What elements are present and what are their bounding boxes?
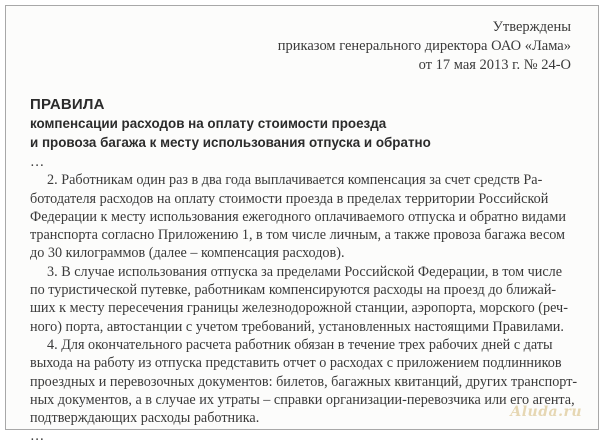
- title-subtitle-line-2: и провоза багажа к месту использования отпуска и обратно: [30, 135, 431, 150]
- ellipsis-bottom: …: [30, 428, 45, 445]
- paragraph-line: ного) порта, автостанции с учетом требований, установленных настоящими Правилами.: [30, 318, 564, 335]
- approval-line-3: от 17 мая 2013 г. № 24-О: [418, 57, 571, 73]
- approval-line-2: приказом генерального директора ОАО «Лама»: [277, 38, 571, 54]
- paragraph-line: Федерации к месту использования ежегодного оплачиваемого отпуска и обратно видами: [30, 208, 566, 225]
- paragraph-line: по туристической путевке, работникам компенсируются расходы на проезд до ближай-: [30, 282, 557, 299]
- approval-block: [278, 18, 571, 75]
- document-title: [30, 95, 431, 152]
- paragraph-2: [30, 171, 586, 262]
- paragraph-line: выхода на работу из отпуска представить отчет о расходах с приложением подлинников: [30, 355, 562, 372]
- paragraph-line: 2. Работникам один раз в два года выплачивается компенсация за счет средств Ра-: [47, 172, 543, 189]
- title-main: ПРАВИЛА: [30, 96, 105, 113]
- paragraph-line: 3. В случае использования отпуска за пределами Российской Федерации, в том числе: [47, 263, 563, 280]
- paragraph-line: ших к месту пересечения границы железнодорожной станции, аэропорта, морского (реч-: [30, 300, 568, 317]
- approval-line-1: Утверждены: [492, 19, 571, 35]
- document-body: [30, 153, 586, 446]
- paragraph-line: подтверждающих расходы работника.: [30, 410, 260, 427]
- document-page: [5, 5, 599, 445]
- paragraph-3: [30, 263, 586, 336]
- paragraph-line: до 30 килограммов (далее – компенсация расходов).: [30, 245, 345, 262]
- watermark-logo: Aluda.ru: [510, 404, 582, 420]
- ellipsis-top: …: [30, 154, 45, 170]
- paragraph-line: транспорта согласно Приложению 1, в том числе личным, а также провоза багажа весом: [30, 227, 566, 244]
- paragraph-line: 4. Для окончательного расчета работник обязан в течение трех рабочих дней с даты: [47, 336, 553, 353]
- title-subtitle-line-1: компенсации расходов на оплату стоимости проезда: [30, 116, 387, 131]
- paragraph-line: ботодателя расходов на оплату стоимости проезда в пределах территории Российской: [30, 190, 549, 207]
- paragraph-line: проездных и перевозочных документов: билетов, багажных квитанций, других транспорт-: [30, 373, 578, 390]
- paragraph-4: [30, 336, 586, 427]
- paragraph-line: ных документов, а в случае их утраты – справки организации-перевозчика или его агента,: [30, 391, 575, 408]
